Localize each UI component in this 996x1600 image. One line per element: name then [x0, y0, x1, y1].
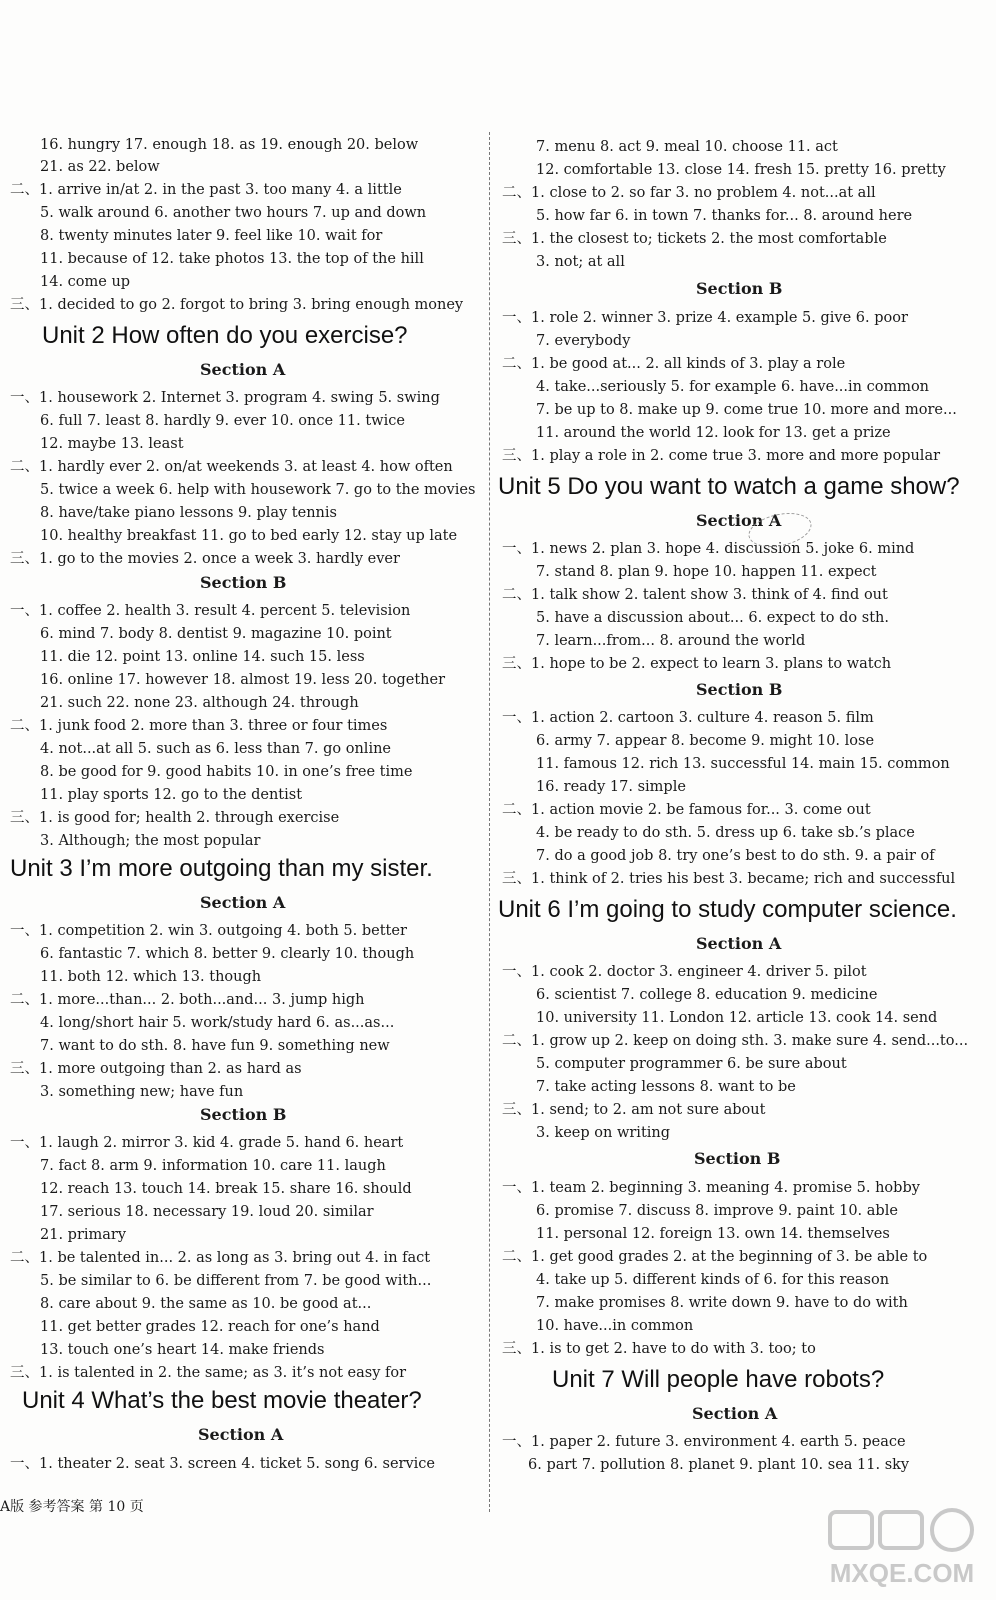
answer-line: 11. get better grades 12. reach for one’s hand	[40, 1319, 380, 1335]
answer-line: 三、1. send; to 2. am not sure about	[502, 1102, 766, 1118]
answer-line: 12. maybe 13. least	[40, 436, 184, 452]
section-heading: Section B	[694, 1149, 781, 1168]
answer-line: 一、1. action 2. cartoon 3. culture 4. reason 5. film	[502, 710, 874, 726]
answer-line: 11. die 12. point 13. online 14. such 15. less	[40, 649, 365, 665]
answer-line: 一、1. paper 2. future 3. environment 4. earth 5. peace	[502, 1434, 906, 1450]
answer-line: 10. healthy breakfast 11. go to bed early 12. stay up late	[40, 528, 458, 544]
page-footer: A版 参考答案 第 10 页	[0, 1499, 144, 1515]
answer-line: 21. primary	[40, 1227, 127, 1243]
answer-line: 二、1. action movie 2. be famous for... 3. come out	[502, 802, 871, 818]
answer-line: 12. reach 13. touch 14. break 15. share 16. should	[40, 1181, 412, 1197]
answer-line: 4. long/short hair 5. work/study hard 6. as...as...	[40, 1015, 395, 1031]
unit-heading: Unit 6 I’m going to study computer science.	[498, 896, 957, 923]
answer-line: 10. university 11. London 12. article 13. cook 14. send	[536, 1010, 938, 1026]
answer-line: 6. scientist 7. college 8. education 9. medicine	[536, 987, 878, 1003]
answer-line: 6. mind 7. body 8. dentist 9. magazine 10. point	[40, 626, 392, 642]
section-heading: Section B	[696, 680, 783, 699]
answer-line: 三、1. more outgoing than 2. as hard as	[10, 1061, 302, 1077]
answer-line: 21. such 22. none 23. although 24. through	[40, 695, 359, 711]
answer-line: 一、1. role 2. winner 3. prize 4. example 5. give 6. poor	[502, 310, 908, 326]
answer-line: 一、1. team 2. beginning 3. meaning 4. promise 5. hobby	[502, 1180, 920, 1196]
column-divider	[489, 132, 490, 1512]
answer-line: 3. not; at all	[536, 254, 625, 270]
answer-line: 三、1. decided to go 2. forgot to bring 3. bring enough money	[10, 297, 464, 313]
answer-line: 7. be up to 8. make up 9. come true 10. more and more...	[536, 402, 957, 418]
section-heading: Section A	[200, 360, 286, 379]
unit-heading: Unit 4 What’s the best movie theater?	[22, 1387, 422, 1414]
answer-line: 三、1. go to the movies 2. once a week 3. hardly ever	[10, 551, 400, 567]
answer-line: 二、1. more...than... 2. both...and... 3. jump high	[10, 992, 365, 1008]
answer-line: 4. take up 5. different kinds of 6. for this reason	[536, 1272, 890, 1288]
answer-line: 8. be good for 9. good habits 10. in one’s free time	[40, 764, 413, 780]
answer-line: 7. learn...from... 8. around the world	[536, 633, 806, 649]
answer-line: 三、1. play a role in 2. come true 3. more and more popular	[502, 448, 941, 464]
answer-line: 7. menu 8. act 9. meal 10. choose 11. act	[536, 139, 838, 155]
answer-line: 6. army 7. appear 8. become 9. might 10. lose	[536, 733, 875, 749]
answer-line: 4. be ready to do sth. 5. dress up 6. take sb.’s place	[536, 825, 915, 841]
answer-line: 5. computer programmer 6. be sure about	[536, 1056, 847, 1072]
answer-line: 一、1. cook 2. doctor 3. engineer 4. driver 5. pilot	[502, 964, 867, 980]
answer-line: 7. take acting lessons 8. want to be	[536, 1079, 796, 1095]
answer-line: 7. make promises 8. write down 9. have to do with	[536, 1295, 908, 1311]
answer-line: 5. twice a week 6. help with housework 7. go to the movies	[40, 482, 476, 498]
answer-line: 二、1. close to 2. so far 3. no problem 4. not...at all	[502, 185, 876, 201]
answer-line: 8. twenty minutes later 9. feel like 10. wait for	[40, 228, 383, 244]
answer-line: 7. everybody	[536, 333, 631, 349]
answer-line: 6. part 7. pollution 8. planet 9. plant 10. sea 11. sky	[528, 1457, 910, 1473]
answer-line: 一、1. competition 2. win 3. outgoing 4. both 5. better	[10, 923, 407, 939]
answer-line: 3. Although; the most popular	[40, 833, 261, 849]
answer-line: 二、1. junk food 2. more than 3. three or four times	[10, 718, 388, 734]
unit-heading: Unit 3 I’m more outgoing than my sister.	[10, 855, 433, 882]
answer-line: 三、1. hope to be 2. expect to learn 3. plans to watch	[502, 656, 892, 672]
answer-line: 10. have...in common	[536, 1318, 694, 1334]
answer-line: 二、1. get good grades 2. at the beginning of 3. be able to	[502, 1249, 928, 1265]
answer-line: 6. promise 7. discuss 8. improve 9. paint 10. able	[536, 1203, 898, 1219]
answer-line: 二、1. talk show 2. talent show 3. think of 4. find out	[502, 587, 888, 603]
answer-line: 二、1. grow up 2. keep on doing sth. 3. make sure 4. send...to...	[502, 1033, 969, 1049]
answer-line: 11. famous 12. rich 13. successful 14. main 15. common	[536, 756, 950, 772]
answer-line: 7. want to do sth. 8. have fun 9. something new	[40, 1038, 390, 1054]
section-heading: Section A	[198, 1425, 284, 1444]
answer-line: 二、1. hardly ever 2. on/at weekends 3. at least 4. how often	[10, 459, 453, 475]
answer-line: 二、1. be talented in... 2. as long as 3. bring out 4. in fact	[10, 1250, 431, 1266]
answer-line: 16. hungry 17. enough 18. as 19. enough 20. below	[40, 137, 419, 153]
unit-heading: Unit 5 Do you want to watch a game show?	[498, 473, 960, 500]
answer-line: 4. take...seriously 5. for example 6. have...in common	[536, 379, 930, 395]
answer-line: 7. stand 8. plan 9. hope 10. happen 11. expect	[536, 564, 877, 580]
answer-line: 一、1. laugh 2. mirror 3. kid 4. grade 5. hand 6. heart	[10, 1135, 404, 1151]
answer-line: 11. because of 12. take photos 13. the top of the hill	[40, 251, 424, 267]
answer-line: 三、1. is to get 2. have to do with 3. too; to	[502, 1341, 816, 1357]
section-heading: Section A	[696, 511, 782, 530]
answer-line: 三、1. the closest to; tickets 2. the most comfortable	[502, 231, 887, 247]
answer-line: 21. as 22. below	[40, 159, 160, 175]
answer-line: 11. both 12. which 13. though	[40, 969, 262, 985]
section-heading: Section B	[696, 279, 783, 298]
answer-line: 6. full 7. least 8. hardly 9. ever 10. once 11. twice	[40, 413, 405, 429]
answer-line: 5. have a discussion about... 6. expect to do sth.	[536, 610, 889, 626]
answer-line: 一、1. theater 2. seat 3. screen 4. ticket 5. song 6. service	[10, 1456, 435, 1472]
watermark-logo	[822, 1506, 982, 1592]
unit-heading: Unit 7 Will people have robots?	[552, 1366, 885, 1393]
section-heading: Section B	[200, 573, 287, 592]
answer-line: 14. come up	[40, 274, 131, 290]
section-heading: Section B	[200, 1105, 287, 1124]
answer-line: 16. ready 17. simple	[536, 779, 686, 795]
answer-line: 13. touch one’s heart 14. make friends	[40, 1342, 325, 1358]
answer-line: 16. online 17. however 18. almost 19. less 20. together	[40, 672, 446, 688]
answer-line: 5. how far 6. in town 7. thanks for... 8. around here	[536, 208, 913, 224]
section-heading: Section A	[692, 1404, 778, 1423]
answer-line: 三、1. is good for; health 2. through exercise	[10, 810, 340, 826]
answer-line: 二、1. arrive in/at 2. in the past 3. too many 4. a little	[10, 182, 402, 198]
answer-line: 一、1. coffee 2. health 3. result 4. percent 5. television	[10, 603, 411, 619]
answer-line: 一、1. news 2. plan 3. hope 4. discussion 5. joke 6. mind	[502, 541, 915, 557]
answer-line: 4. not...at all 5. such as 6. less than 7. go online	[40, 741, 392, 757]
answer-line: 8. care about 9. the same as 10. be good at...	[40, 1296, 372, 1312]
answer-line: 3. keep on writing	[536, 1125, 671, 1141]
answer-line: 8. have/take piano lessons 9. play tennis	[40, 505, 337, 521]
answer-line: 三、1. think of 2. tries his best 3. became; rich and successful	[502, 871, 956, 887]
section-heading: Section A	[696, 934, 782, 953]
answer-line: 6. fantastic 7. which 8. better 9. clearly 10. though	[40, 946, 415, 962]
answer-line: 5. walk around 6. another two hours 7. up and down	[40, 205, 427, 221]
answer-line: 三、1. is talented in 2. the same; as 3. it’s not easy for	[10, 1365, 407, 1381]
answer-line: 11. play sports 12. go to the dentist	[40, 787, 303, 803]
answer-line: 17. serious 18. necessary 19. loud 20. similar	[40, 1204, 374, 1220]
unit-heading: Unit 2 How often do you exercise?	[42, 322, 408, 349]
answer-line: 3. something new; have fun	[40, 1084, 244, 1100]
answer-line: 11. personal 12. foreign 13. own 14. themselves	[536, 1226, 890, 1242]
section-heading: Section A	[200, 893, 286, 912]
answer-line: 7. fact 8. arm 9. information 10. care 11. laugh	[40, 1158, 386, 1174]
answer-line: 7. do a good job 8. try one’s best to do sth. 9. a pair of	[536, 848, 935, 864]
answer-line: 5. be similar to 6. be different from 7. be good with...	[40, 1273, 432, 1289]
answer-line: 一、1. housework 2. Internet 3. program 4. swing 5. swing	[10, 390, 440, 406]
svg-text:MXQE.COM: MXQE.COM	[829, 1558, 975, 1588]
answer-line: 二、1. be good at... 2. all kinds of 3. play a role	[502, 356, 846, 372]
answer-line: 11. around the world 12. look for 13. get a prize	[536, 425, 891, 441]
answer-line: 12. comfortable 13. close 14. fresh 15. pretty 16. pretty	[536, 162, 946, 178]
